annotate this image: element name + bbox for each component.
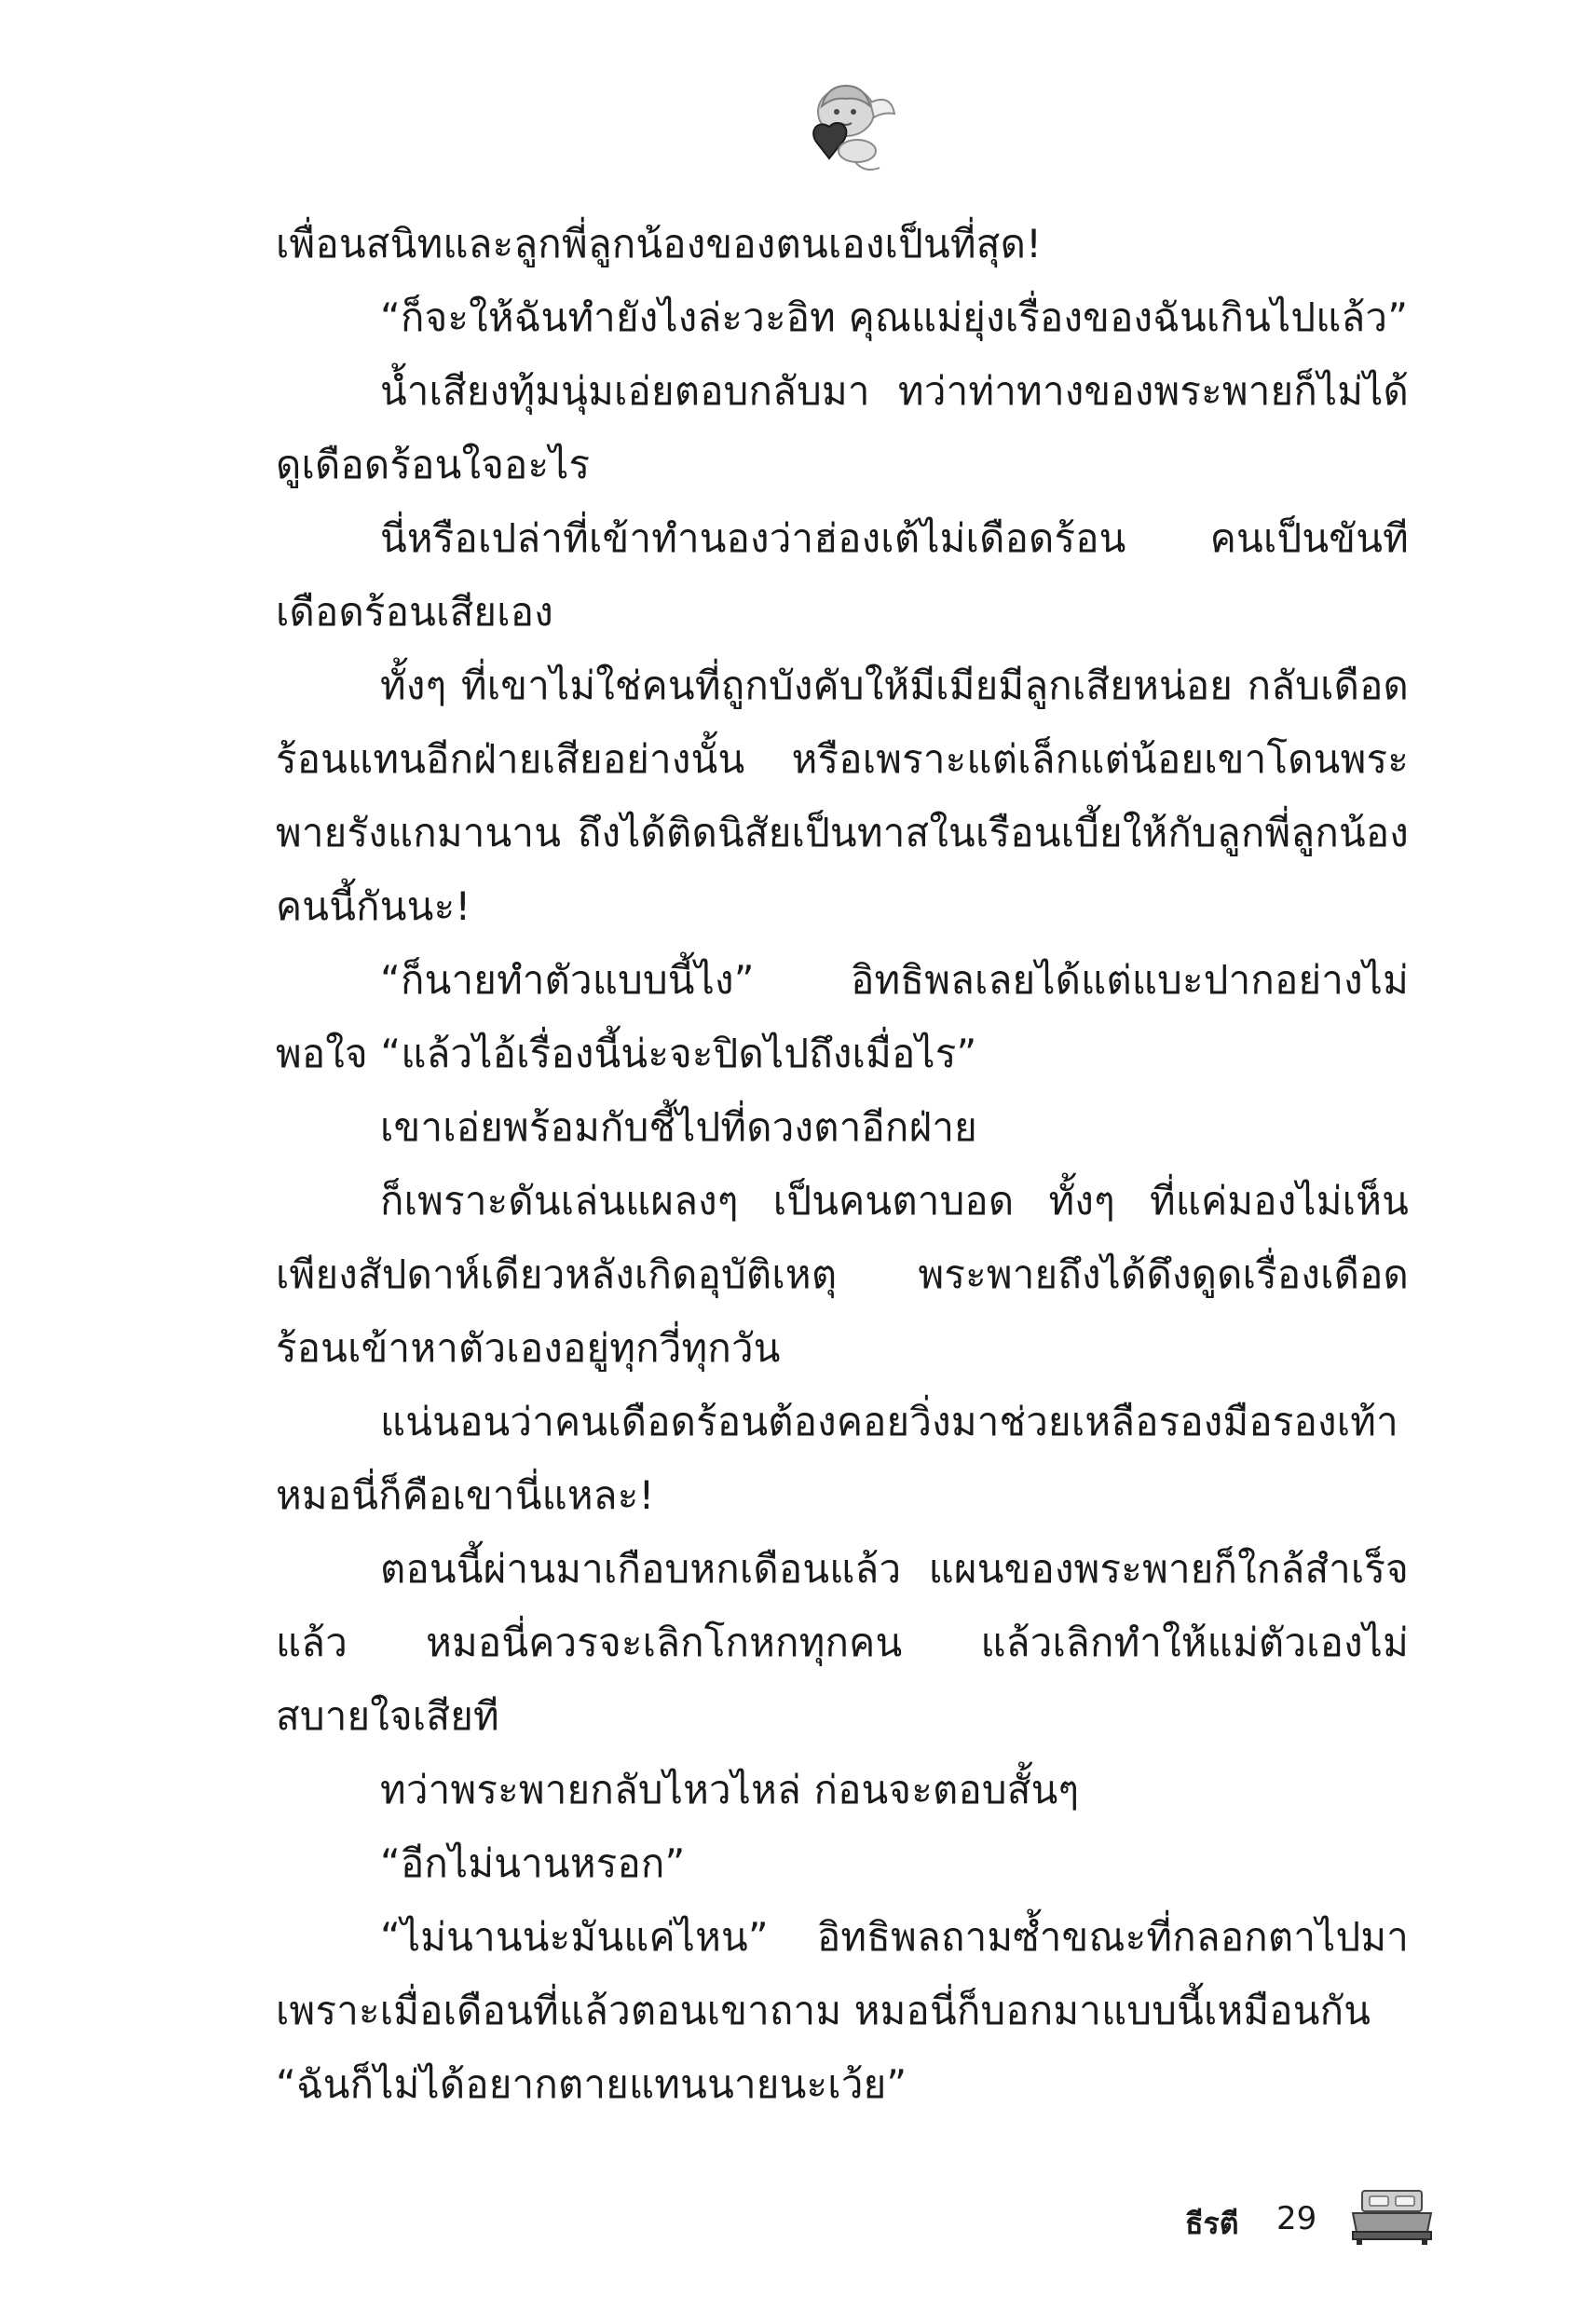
paragraph: น้ำเสียงทุ้มนุ่มเอ่ยตอบกลับมา ทว่าท่าทางของพระพายก็ไม่ได้ดูเดือดร้อนใจอะไร (276, 368, 1409, 487)
paragraph: “อีกไม่นานหรอก” (380, 1840, 686, 1886)
paragraph: ตอนนี้ผ่านมาเกือบหกเดือนแล้ว แผนของพระพายก็ใกล้สำเร็จแล้ว หมอนี่ควรจะเลิกโกหกทุกคน แล้วเลิกทำให้แม่ตัวเองไม่สบายใจเสียที (276, 1546, 1409, 1739)
bed-icon (1349, 2185, 1435, 2247)
paragraph: “ก็จะให้ฉันทำยังไงล่ะวะอิท คุณแม่ยุ่งเรื่องของฉันเกินไปแล้ว” (380, 294, 1409, 340)
paragraph: ก็เพราะดันเล่นแผลงๆ เป็นคนตาบอด ทั้งๆ ที่แค่มองไม่เห็นเพียงสัปดาห์เดียวหลังเกิดอุบัติเหตุ พระพายถึงได้ดึงดูดเรื่องเดือดร้อนเข้าหาตัวเองอยู่ทุกวี่ทุกวัน (276, 1178, 1409, 1371)
body-text (276, 207, 1409, 2121)
paragraph: เพื่อนสนิทและลูกพี่ลูกน้องของตนเองเป็นที่สุด! (276, 221, 1043, 267)
page-footer (1155, 2185, 1435, 2250)
paragraph: ทั้งๆ ที่เขาไม่ใช่คนที่ถูกบังคับให้มีเมียมีลูกเสียหน่อย กลับเดือดร้อนแทนอีกฝ่ายเสียอย่างนั้น หรือเพราะแต่เล็กแต่น้อยเขาโดนพระพายรังแกมานาน ถึงได้ติดนิสัยเป็นทาสในเรือนเบี้ยให้กับลูกพี่ลูกน้องคนนี้กันนะ! (276, 663, 1409, 929)
page-number: 29 (1276, 2200, 1317, 2237)
paragraph: ทว่าพระพายกลับไหวไหล่ ก่อนจะตอบสั้นๆ (380, 1767, 1080, 1812)
paragraph: เขาเอ่ยพร้อมกับชี้ไปที่ดวงตาอีกฝ่าย (380, 1104, 977, 1150)
paragraph: นี่หรือเปล่าที่เข้าทำนองว่าฮ่องเต้ไม่เดือดร้อน คนเป็นขันทีเดือดร้อนเสียเอง (276, 515, 1409, 635)
cherub-heart-icon (790, 65, 902, 177)
paragraph: “ฉันก็ไม่ได้อยากตายแทนนายนะเว้ย” (276, 2061, 907, 2107)
paragraph: แน่นอนว่าคนเดือดร้อนต้องคอยวิ่งมาช่วยเหลือรองมือรองเท้าหมอนี่ก็คือเขานี่แหละ! (276, 1399, 1398, 1518)
book-title: ธีรตี (1185, 2206, 1239, 2241)
paragraph: “ไม่นานน่ะมันแค่ไหน” อิทธิพลถามซ้ำขณะที่กลอกตาไปมาเพราะเมื่อเดือนที่แล้วตอนเขาถาม หมอนี่ก็บอกมาแบบนี้เหมือนกัน (276, 1914, 1409, 2033)
paragraph: “ก็นายทำตัวแบบนี้ไง” อิทธิพลเลยได้แต่แบะปากอย่างไม่พอใจ “แล้วไอ้เรื่องนี้น่ะจะปิดไปถึงเมื่อไร” (276, 957, 1409, 1076)
